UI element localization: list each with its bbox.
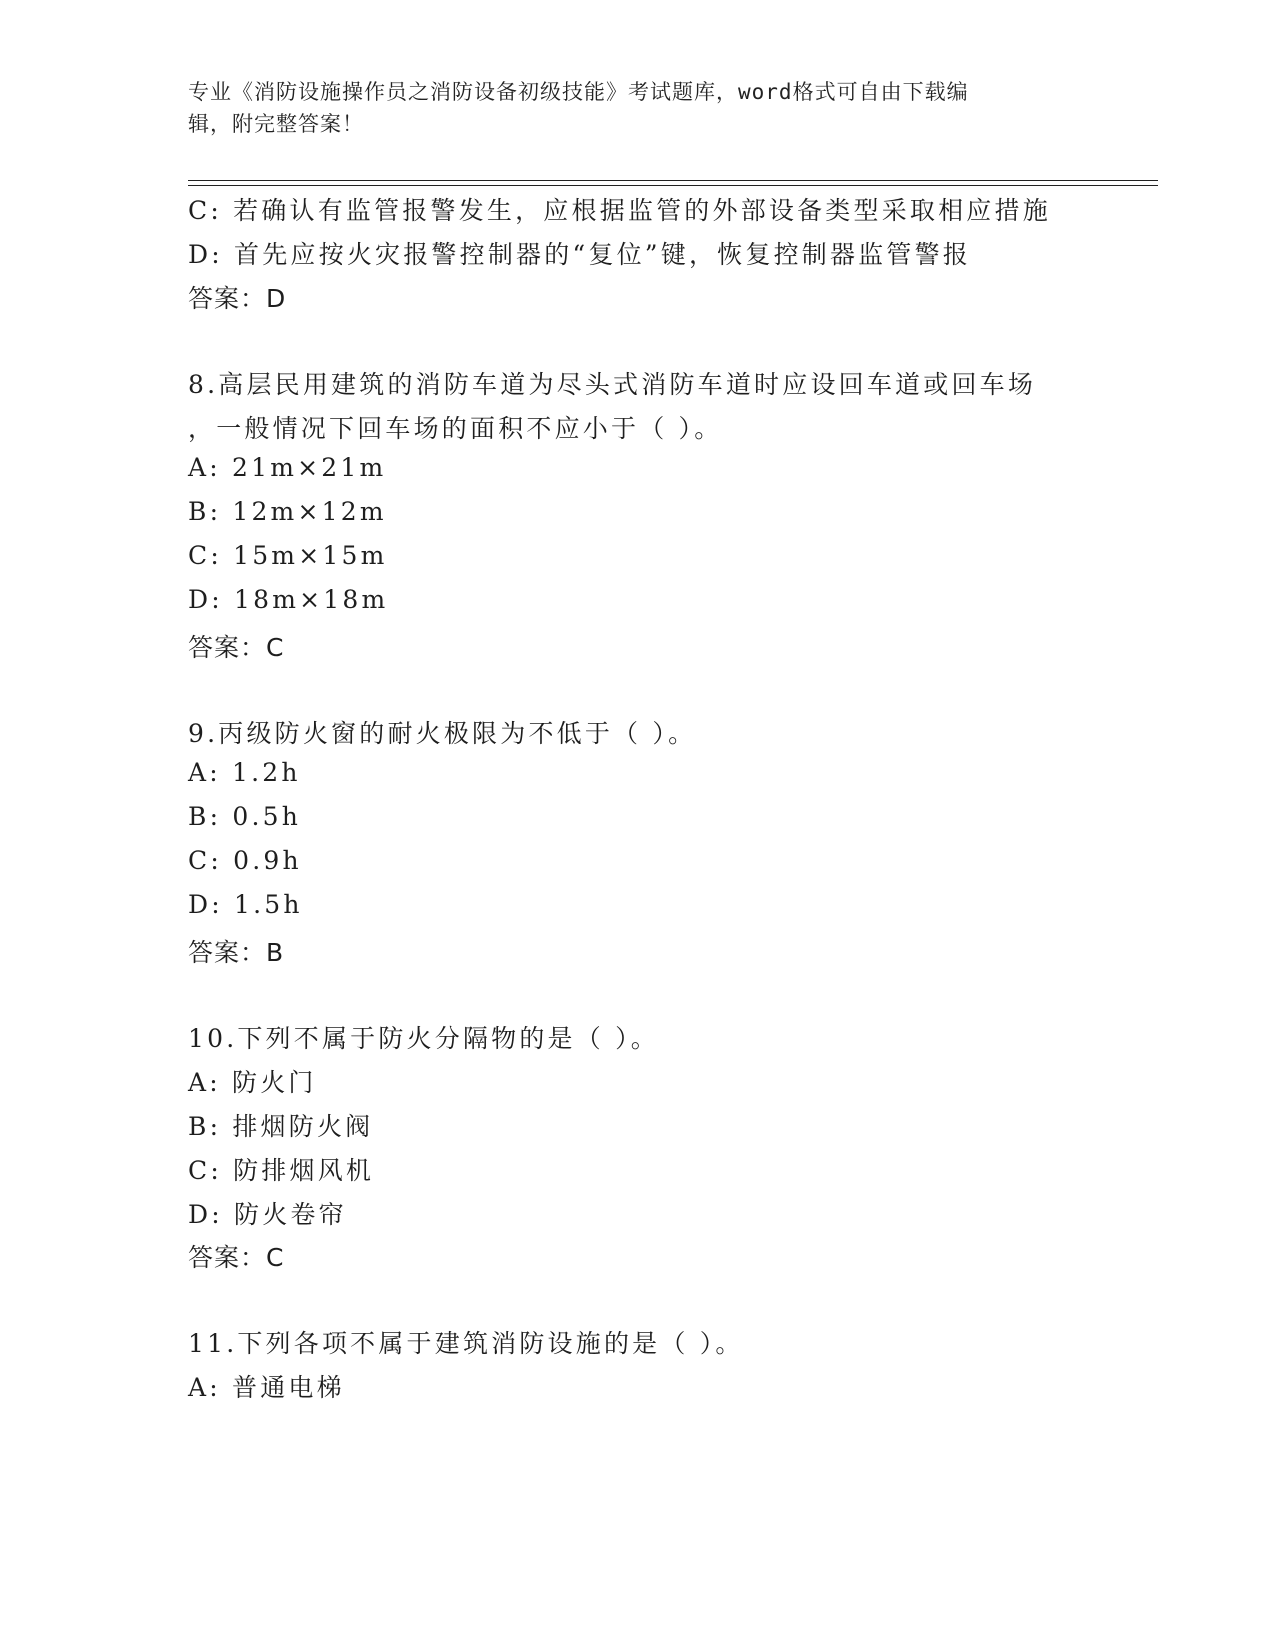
q10-option-c: C: 防排烟风机 <box>188 1156 375 1185</box>
q9-option-d: D: 1.5h <box>188 890 303 919</box>
document-header <box>188 76 1068 140</box>
q8-stem-line-1: 8.高层民用建筑的消防车道为尽头式消防车道时应设回车道或回车场 <box>188 370 1037 399</box>
q8-stem-line-2: ，一般情况下回车场的面积不应小于（ ）。 <box>188 414 723 443</box>
header-divider-top <box>188 180 1158 181</box>
q9-stem: 9.丙级防火窗的耐火极限为不低于（ ）。 <box>188 719 697 748</box>
q9-option-c: C: 0.9h <box>188 846 302 875</box>
q8-option-b: B: 12m×12m <box>188 497 387 526</box>
q7-option-d: D: 首先应按火灾报警控制器的“复位”键，恢复控制器监管警报 <box>188 240 971 269</box>
q10-option-b: B: 排烟防火阀 <box>188 1112 374 1141</box>
q10-option-a: A: 防火门 <box>188 1068 317 1097</box>
q8-option-d: D: 18m×18m <box>188 585 389 614</box>
header-line-2: 辑，附完整答案！ <box>188 112 364 136</box>
header-line-1: 专业《消防设施操作员之消防设备初级技能》考试题库，word格式可自由下载编 <box>188 80 969 104</box>
q11-option-a: A: 普通电梯 <box>188 1373 345 1402</box>
q10-answer: 答案：C <box>188 1243 285 1272</box>
q9-option-b: B: 0.5h <box>188 802 302 831</box>
q9-answer: 答案：B <box>188 938 285 967</box>
q11-stem: 11.下列各项不属于建筑消防设施的是（ ）。 <box>188 1329 744 1358</box>
header-divider-bottom <box>188 185 1158 186</box>
q8-answer: 答案：C <box>188 633 285 662</box>
q9-option-a: A: 1.2h <box>188 758 301 787</box>
q8-option-a: A: 21m×21m <box>188 453 387 482</box>
q10-option-d: D: 防火卷帘 <box>188 1200 347 1229</box>
q8-option-c: C: 15m×15m <box>188 541 388 570</box>
q7-answer: 答案：D <box>188 284 287 313</box>
q7-option-c: C: 若确认有监管报警发生，应根据监管的外部设备类型采取相应措施 <box>188 196 1051 225</box>
q10-stem: 10.下列不属于防火分隔物的是（ ）。 <box>188 1024 660 1053</box>
